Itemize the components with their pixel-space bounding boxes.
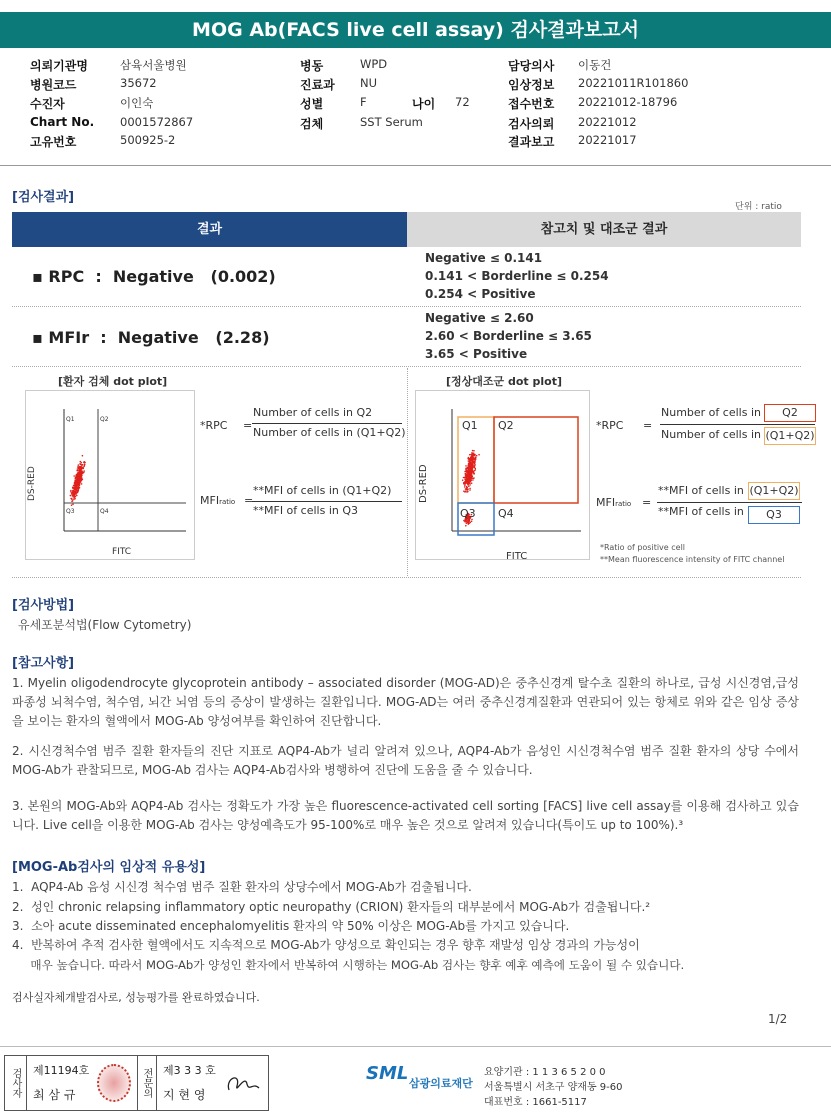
scatter-dot <box>471 463 473 465</box>
rpc-denominator: Number of cells in <box>661 428 761 441</box>
info-key: 수진자 <box>30 97 65 111</box>
scatter-dot <box>476 455 478 457</box>
dotplot-divider <box>407 368 408 576</box>
fraction-bar <box>660 424 815 425</box>
patient-dot-plot <box>25 390 195 560</box>
equals-sign: = <box>643 419 653 432</box>
scatter-dot <box>75 492 77 494</box>
scatter-dot <box>474 459 476 461</box>
scatter-dot <box>70 495 72 497</box>
info-key: 접수번호 <box>508 97 555 111</box>
info-value: F <box>360 95 367 109</box>
report-title: MOG Ab(FACS live cell assay) 검사결과보고서 <box>0 12 831 48</box>
q1q2-box: (Q1+Q2) <box>764 427 816 445</box>
method-text: 유세포분석법(Flow Cytometry) <box>18 618 192 632</box>
mfi-sub: ratio <box>615 500 632 508</box>
scatter-dot <box>466 481 468 483</box>
scatter-dot <box>78 486 80 488</box>
scatter-dot <box>466 487 468 489</box>
info-value: SST Serum <box>360 115 423 129</box>
scatter-dot <box>468 462 470 464</box>
scatter-dot <box>79 463 81 465</box>
scatter-dot <box>73 485 75 487</box>
scatter-dot <box>468 460 470 462</box>
scatter-dot <box>472 459 474 461</box>
scatter-dot <box>82 479 84 481</box>
info-value: 20221012-18796 <box>578 95 678 109</box>
scatter-dot <box>75 474 77 476</box>
mfi-label <box>596 496 631 509</box>
scatter-dot <box>467 488 469 490</box>
x-axis-label: FITC <box>112 547 132 557</box>
scatter-dot <box>473 477 475 479</box>
scatter-dot <box>83 470 85 472</box>
y-axis-label: DS-RED <box>418 464 429 503</box>
q3-label: Q3 <box>460 507 476 520</box>
scatter-dot <box>84 461 86 463</box>
info-value: 500925-2 <box>120 133 176 147</box>
scatter-dot <box>469 484 471 486</box>
clinical-item: 2. 성인 chronic relapsing inflammatory optic neuropathy (CRION) 환자들의 대부분에서 MOG-Ab가 검출됩니다.² <box>12 900 651 914</box>
scatter-dot <box>468 485 470 487</box>
scatter-dot <box>465 480 467 482</box>
fraction-bar <box>252 423 402 424</box>
info-value: 20221017 <box>578 133 637 147</box>
row-divider <box>12 306 801 307</box>
info-key: 임상정보 <box>508 78 555 92</box>
note-paragraph: 3. 본원의 MOG-Ab와 AQP4-Ab 검사는 정확도가 가장 높은 fluorescence-activated cell sorting [FACS] live cell assay를 이용해 검사하고 있습니다. Live cell을 이용한 MOG-Ab 검사는 양성예측도가 95-100%로 매우 높은 것으로 알려져 있습니다(특이도 up to 100%).³ <box>12 799 799 832</box>
scatter-dot <box>478 454 480 456</box>
rpc-reference <box>425 249 609 303</box>
notes-title: [참고사항] <box>12 656 75 671</box>
scatter-dot <box>78 488 80 490</box>
info-key: 진료과 <box>300 78 335 92</box>
footnote: *Ratio of positive cell <box>600 543 686 552</box>
signature-box <box>4 1055 269 1111</box>
scatter-dot <box>471 454 473 456</box>
scatter-dot <box>470 479 472 481</box>
scatter-dot <box>79 474 81 476</box>
scatter-dot <box>77 491 79 493</box>
note-paragraph: 2. 시신경척수염 범주 질환 환자들의 진단 지표로 AQP4-Ab가 널리 알려져 있으나, AQP4-Ab가 음성인 시신경척수염 범주 질환 환자의 상당 수에서 MOG-Ab가 관찰되므로, MOG-Ab 검사는 AQP4-Ab검사와 병행하여 진단에 도움을 줄 수 있습니다. <box>12 744 799 777</box>
scatter-dot <box>76 495 78 497</box>
scatter-dot <box>80 461 82 463</box>
fraction-bar <box>252 501 402 502</box>
rpc-numerator: Number of cells in Q2 <box>253 406 373 419</box>
control-dot-plot <box>415 390 590 560</box>
scatter-dot <box>472 479 474 481</box>
q2-box: Q2 <box>764 404 816 422</box>
rpc-denominator: Number of cells in (Q1+Q2) <box>253 426 406 439</box>
results-section-title: [검사결과] <box>12 190 75 205</box>
org-name: 삼광의료재단 <box>409 1077 473 1090</box>
scatter-dot <box>468 481 470 483</box>
scatter-dot <box>464 484 466 486</box>
divider <box>0 165 831 166</box>
scatter-dot <box>471 470 473 472</box>
ref-line: 2.60 < Borderline ≤ 3.65 <box>425 329 592 343</box>
scatter-dot <box>470 458 472 460</box>
scatter-dot <box>472 456 474 458</box>
org-line: 요양기관 : 1 1 3 6 5 2 0 0 <box>484 1067 606 1078</box>
rpc-label: *RPC <box>200 419 228 432</box>
scatter-dot <box>465 488 467 490</box>
scatter-dot <box>74 496 76 498</box>
scatter-dot <box>465 525 467 527</box>
scatter-dot <box>464 520 466 522</box>
scatter-dot <box>71 504 73 506</box>
info-key: 담당의사 <box>508 59 555 73</box>
info-key: 성별 <box>300 97 324 111</box>
scatter-dot <box>469 467 471 469</box>
scatter-dot <box>76 483 78 485</box>
scatter-dot <box>469 454 471 456</box>
mfi-denominator: **MFI of cells in <box>658 505 744 518</box>
scatter-dot <box>471 521 473 523</box>
scatter-dot <box>470 464 472 466</box>
mfi-numerator: **MFI of cells in <box>658 484 744 497</box>
scatter-dot <box>467 480 469 482</box>
info-key: 고유번호 <box>30 135 77 149</box>
scatter-dot <box>470 481 472 483</box>
scatter-dot <box>471 482 473 484</box>
scatter-dot <box>74 498 76 500</box>
scatter-dot <box>466 522 468 524</box>
info-value: 0001572867 <box>120 115 194 129</box>
scatter-dot <box>469 473 471 475</box>
scatter-dot <box>81 483 83 485</box>
scatter-dot <box>80 468 82 470</box>
ref-line: Negative ≤ 2.60 <box>425 311 534 325</box>
scatter-dot <box>75 488 77 490</box>
ref-line: 3.65 < Positive <box>425 347 528 361</box>
scatter-dot <box>463 490 465 492</box>
scatter-dot <box>467 491 469 493</box>
info-value: 20221012 <box>578 115 637 129</box>
scatter-dot <box>76 486 78 488</box>
org-line: 서울특별시 서초구 양재동 9-60 <box>484 1082 623 1093</box>
org-logo <box>366 1063 408 1084</box>
scatter-dot <box>465 475 467 477</box>
info-value: WPD <box>360 57 388 71</box>
scatter-dot <box>78 472 80 474</box>
patient-scatter <box>26 391 194 559</box>
q4-label: Q4 <box>498 507 514 520</box>
info-key: 결과보고 <box>508 135 555 149</box>
clinical-item: 4. 반복하여 추적 검사한 혈액에서도 지속적으로 MOG-Ab가 양성으로 확인되는 경우 향후 재발성 임상 경과의 가능성이 <box>12 938 640 952</box>
q1q2-box: (Q1+Q2) <box>748 482 800 500</box>
note-paragraph: 1. Myelin oligodendrocyte glycoprotein antibody – associated disorder (MOG-AD)은 중추신경계 탈수초 질환의 하나로, 급성 시신경염,급성파종성 뇌척수염, 척수염, 뇌간 뇌염 등의 증상이 발생하는 질환입니다. MOG-AD는 여러 중추신경계질환과 연관되어 있는 항체로 위와 같은 임상 증상을 보이는 환자의 혈액에서 MOG-Ab 양성여부를 확인하여 진단합니다. <box>12 676 799 728</box>
age-value: 72 <box>455 95 470 109</box>
scatter-dot <box>468 470 470 472</box>
page-number: 1/2 <box>768 1012 788 1026</box>
scatter-dot <box>469 488 471 490</box>
scatter-dot <box>465 465 467 467</box>
scatter-dot <box>72 487 74 489</box>
scatter-dot <box>78 464 80 466</box>
mfi-label <box>200 494 235 507</box>
scatter-dot <box>467 476 469 478</box>
scatter-dot <box>473 453 475 455</box>
scatter-dot <box>464 486 466 488</box>
info-value: 이동건 <box>578 58 612 72</box>
y-axis-label: DS-RED <box>27 466 37 501</box>
scatter-dot <box>83 466 85 468</box>
info-key: 의뢰기관명 <box>30 59 88 73</box>
scatter-dot <box>81 477 83 479</box>
info-value: NU <box>360 76 378 90</box>
info-key: 검체 <box>300 117 324 131</box>
seal-stamp <box>97 1064 131 1102</box>
result-header: 결과 <box>12 212 407 247</box>
rpc-result: ▪ RPC : Negative (0.002) <box>32 267 276 286</box>
scatter-dot <box>70 491 72 493</box>
control-scatter <box>416 391 589 559</box>
info-value: 35672 <box>120 76 157 90</box>
q1-label: Q1 <box>66 416 75 423</box>
mfi-denominator: **MFI of cells in Q3 <box>253 504 358 517</box>
mfi-sub: ratio <box>219 498 236 506</box>
signature-scribble <box>223 1068 263 1102</box>
x-axis-label: FITC <box>506 551 528 559</box>
scatter-dot <box>75 480 77 482</box>
scatter-dot <box>473 466 475 468</box>
scatter-dot <box>73 492 75 494</box>
rpc-numerator: Number of cells in <box>661 406 761 419</box>
info-value: 20221011R101860 <box>578 76 689 90</box>
equals-sign: = <box>243 419 253 432</box>
scatter-dot <box>81 467 83 469</box>
clinical-item: 3. 소아 acute disseminated encephalomyelitis 환자의 약 50% 이상은 MOG-Ab를 가지고 있습니다. <box>12 919 570 933</box>
patient-plot-title: [환자 검체 dot plot] <box>58 375 168 388</box>
clinical-item: 1. AQP4-Ab 음성 시신경 척수염 범주 질환 환자의 상당수에서 MOG-Ab가 검출됩니다. <box>12 880 472 894</box>
scatter-dot <box>462 479 464 481</box>
scatter-dot <box>77 466 79 468</box>
scatter-dot <box>79 479 81 481</box>
rpc-label: *RPC <box>596 419 624 432</box>
scatter-dot <box>76 479 78 481</box>
scatter-dot <box>75 478 77 480</box>
mfi-text: MFI <box>596 496 616 509</box>
ref-line: Negative ≤ 0.141 <box>425 251 543 265</box>
scatter-dot <box>465 490 467 492</box>
scatter-dot <box>474 455 476 457</box>
signer-label: 전문의 <box>137 1056 157 1110</box>
mfir-reference <box>425 309 592 363</box>
signer-name: 최 삼 규 <box>33 1088 76 1102</box>
scatter-dot <box>468 483 470 485</box>
scatter-dot <box>472 450 474 452</box>
signer-id: 제11194호 <box>33 1064 90 1077</box>
scatter-dot <box>473 450 475 452</box>
info-key: 병원코드 <box>30 78 77 92</box>
scatter-dot <box>78 481 80 483</box>
logo-mark: SML <box>366 1063 409 1084</box>
clinical-title: [MOG-Ab검사의 임상적 유용성] <box>12 860 206 875</box>
reference-header: 참고치 및 대조군 결과 <box>407 212 801 247</box>
scatter-dot <box>70 498 72 500</box>
scatter-dot <box>472 464 474 466</box>
mfir-result: ▪ MFIr : Negative (2.28) <box>32 328 270 347</box>
scatter-dot <box>77 468 79 470</box>
info-value: 삼육서울병원 <box>120 58 187 72</box>
info-key: Chart No. <box>30 115 95 129</box>
scatter-dot <box>71 501 73 503</box>
clinical-item: 매우 높습니다. 따라서 MOG-Ab가 양성인 환자에서 반복하여 시행하는 MOG-Ab 검사는 향후 예후 예측에 도움이 될 수 있습니다. <box>12 958 685 972</box>
scatter-dot <box>469 489 471 491</box>
scatter-dot <box>74 486 76 488</box>
scatter-dot <box>475 456 477 458</box>
scatter-dot <box>72 504 74 506</box>
scatter-dot <box>464 477 466 479</box>
signer-label: 검사자 <box>5 1056 27 1110</box>
scatter-dot <box>469 459 471 461</box>
mfi-numerator: **MFI of cells in (Q1+Q2) <box>253 484 392 497</box>
q4-label: Q4 <box>100 508 109 515</box>
control-plot-title: [정상대조군 dot plot] <box>446 375 562 388</box>
unit-label: 단위 : ratio <box>735 202 782 212</box>
scatter-dot <box>468 457 470 459</box>
scatter-dot <box>469 479 471 481</box>
scatter-dot <box>473 462 475 464</box>
scatter-dot <box>470 522 472 524</box>
scatter-dot <box>473 473 475 475</box>
scatter-dot <box>463 483 465 485</box>
ref-line: 0.254 < Positive <box>425 287 536 301</box>
validation-note: 검사실자체개발검사로, 성능평가를 완료하였습니다. <box>12 991 260 1004</box>
scatter-dot <box>81 471 83 473</box>
scatter-dot <box>472 467 474 469</box>
info-key: 검사의뢰 <box>508 117 555 131</box>
scatter-dot <box>82 473 84 475</box>
footer-divider <box>0 1046 831 1047</box>
scatter-dot <box>82 455 84 457</box>
info-value: 이인숙 <box>120 96 154 110</box>
q3-label: Q3 <box>66 508 75 515</box>
scatter-dot <box>77 478 79 480</box>
q2-label: Q2 <box>100 416 109 423</box>
equals-sign: = <box>642 496 652 509</box>
scatter-dot <box>77 470 79 472</box>
scatter-dot <box>79 485 81 487</box>
scatter-dot <box>473 470 475 472</box>
age-key: 나이 <box>412 97 436 111</box>
method-title: [검사방법] <box>12 598 75 613</box>
scatter-dot <box>464 471 466 473</box>
ref-line: 0.141 < Borderline ≤ 0.254 <box>425 269 609 283</box>
scatter-dot <box>76 476 78 478</box>
q2-label: Q2 <box>498 419 514 432</box>
q3-box: Q3 <box>748 506 800 524</box>
footnote: **Mean fluorescence intensity of FITC channel <box>600 555 785 564</box>
q1-label: Q1 <box>462 419 478 432</box>
org-line: 대표번호 : 1661-5117 <box>484 1097 587 1108</box>
signer-name: 지 현 영 <box>163 1088 206 1102</box>
scatter-dot <box>73 475 75 477</box>
mfi-text: MFI <box>200 494 220 507</box>
info-key: 병동 <box>300 59 324 73</box>
scatter-dot <box>77 481 79 483</box>
equals-sign: = <box>244 494 254 507</box>
scatter-dot <box>75 481 77 483</box>
info-block <box>0 54 831 154</box>
fraction-bar <box>657 502 802 503</box>
signer-id: 제3 3 3 호 <box>163 1064 216 1077</box>
scatter-dot <box>470 475 472 477</box>
scatter-dot <box>467 473 469 475</box>
scatter-dot <box>467 467 469 469</box>
